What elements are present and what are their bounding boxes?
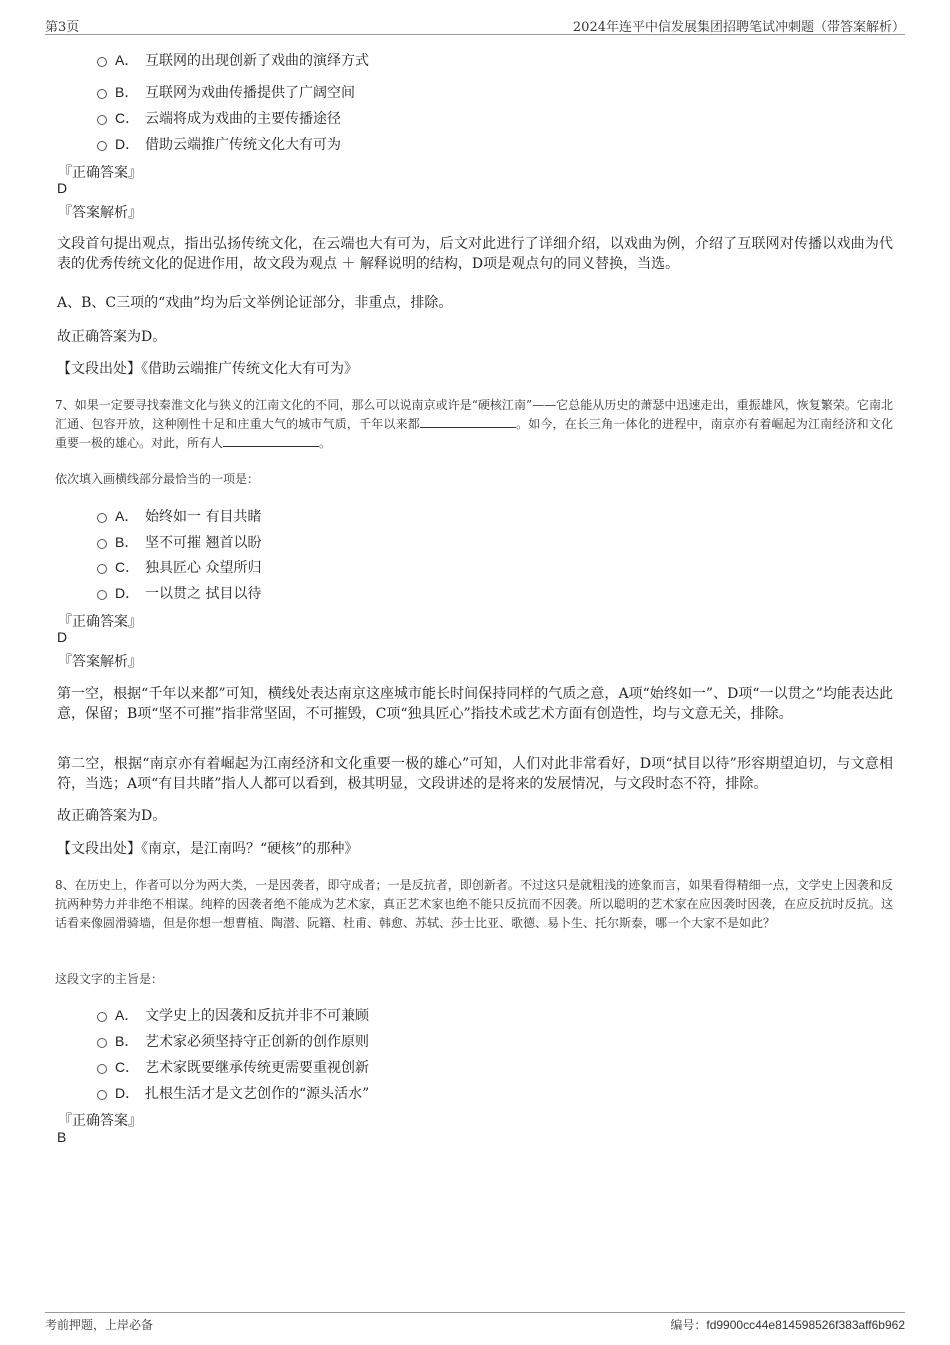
footer-slogan: 考前押题，上岸必备 (45, 1318, 154, 1332)
q7-analysis-3: 故正确答案为D。 (57, 808, 167, 824)
q8-answer-label: 『正确答案』 (58, 1113, 142, 1129)
blank-line (420, 415, 516, 428)
q8-answer: B (57, 1129, 67, 1145)
q7-source: 【文段出处】《南京，是江南吗？“硬核”的那种》 (57, 841, 359, 857)
q8-stem: 8、在历史上，作者可以分为两大类，一是因袭者，即守成者；一是反抗者，即创新者。不过这只是就粗浅的迹象而言，如果看得精细一点，文学史上因袭和反抗两种势力并非绝不相谋。纯粹的因袭者绝不能成为艺术家，真正艺术家也绝不能只反抗而不因袭。所以聪明的艺术家在应因袭时因袭，在应反抗时反抗。这话看来像圆滑骑墙，但是你想一想曹植、陶潜、阮籍、杜甫、韩愈、苏轼、莎士比亚、歌德、易卜生、托尔斯泰，哪一个大家不是如此？ (55, 878, 893, 930)
q7-answer-label: 『正确答案』 (58, 614, 142, 630)
radio-icon[interactable] (97, 513, 107, 523)
q6-analysis-1: 文段首句提出观点，指出弘扬传统文化，在云端也大有可为，后文对此进行了详细介绍，以戏曲为例，介绍了互联网对传播以戏曲为代表的优秀传统文化的促进作用，故文段为观点 ＋ 解释说明的结构，D项是观点句的同义替换，当选。 (57, 236, 893, 272)
radio-icon[interactable] (97, 564, 107, 574)
radio-icon[interactable] (97, 539, 107, 549)
q7-answer: D (57, 629, 68, 645)
page-header (45, 14, 905, 35)
radio-icon[interactable] (97, 1038, 107, 1048)
radio-icon[interactable] (97, 89, 107, 99)
page-number: 第3页 (45, 20, 80, 35)
q7-analysis-1: 第一空，根据“千年以来都”可知，横线处表达南京这座城市能长时间保持同样的气质之意，A项“始终如一”、D项“一以贯之”均能表达此意，保留；B项“坚不可摧”指非常坚固，不可摧毁，C项“独具匠心”指技术或艺术方面有创造性，均与文意无关，排除。 (57, 686, 893, 722)
page-footer (45, 1312, 905, 1337)
radio-icon[interactable] (97, 590, 107, 600)
q7-stem: 7、如果一定要寻找秦淮文化与狭义的江南文化的不同，那么可以说南京或许是“硬核江南”——它总能从历史的萧瑟中迅速走出，重振雄风，恢复繁荣。它南北汇通、包容开放，这种刚性十足和庄重大气的城市气质，千年以来都 。如今，在长三角一体化的进程中，南京亦有着崛起为江南经济和文化重要一极的雄心。对此，所有人 。 (55, 398, 893, 450)
document-id: 编号：fd9900cc44e814598526f383aff6b962 (670, 1318, 905, 1332)
q6-analysis-3: 故正确答案为D。 (57, 329, 167, 345)
radio-icon[interactable] (97, 57, 107, 67)
radio-icon[interactable] (97, 1090, 107, 1100)
document-title: 2024年连平中信发展集团招聘笔试冲刺题（带答案解析） (572, 20, 905, 35)
q6-analysis-label: 『答案解析』 (58, 205, 142, 221)
q7-prompt: 依次填入画横线部分最恰当的一项是： (55, 472, 260, 486)
radio-icon[interactable] (97, 141, 107, 151)
radio-icon[interactable] (97, 1064, 107, 1074)
radio-icon[interactable] (97, 1012, 107, 1022)
q6-analysis-2: A、B、C三项的“戏曲”均为后文举例论证部分，非重点，排除。 (57, 295, 453, 311)
q7-analysis-2: 第二空，根据“南京亦有着崛起为江南经济和文化重要一极的雄心”可知，人们对此非常看好，D项“拭目以待”形容期望迫切，与文意相符，当选；A项“有目共睹”指人人都可以看到，极其明显，文段讲述的是将来的发展情况，与文段时态不符，排除。 (57, 756, 893, 792)
q6-answer-label: 『正确答案』 (58, 165, 142, 181)
q7-analysis-label: 『答案解析』 (58, 654, 142, 670)
q6-source: 【文段出处】《借助云端推广传统文化大有可为》 (57, 361, 358, 377)
radio-icon[interactable] (97, 115, 107, 125)
q8-prompt: 这段文字的主旨是： (55, 972, 164, 986)
q6-answer: D (57, 180, 68, 196)
blank-line (223, 434, 319, 447)
